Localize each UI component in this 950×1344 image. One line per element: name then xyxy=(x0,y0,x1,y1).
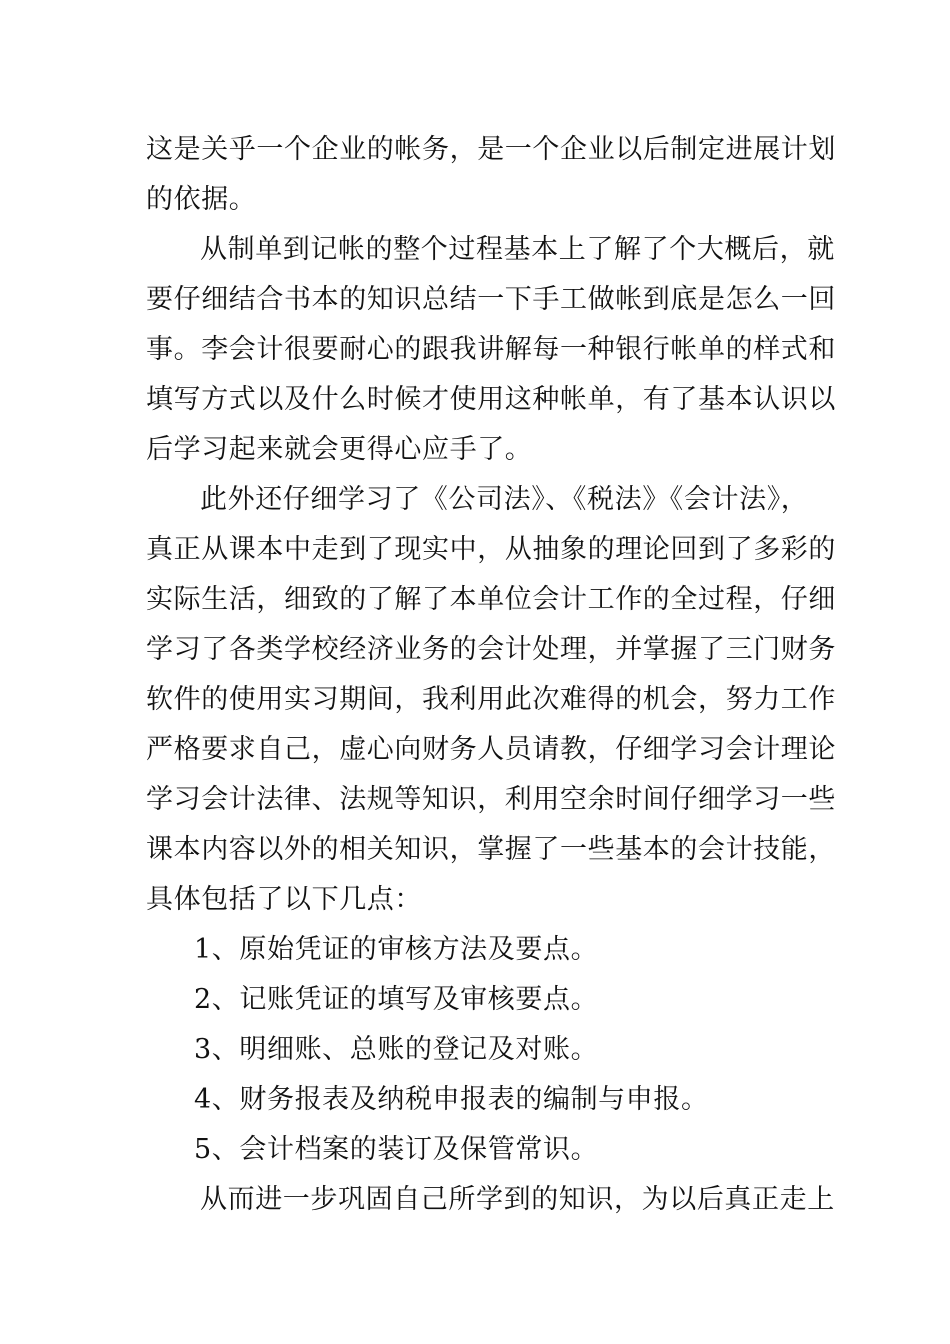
text-line: 实际生活，细致的了解了本单位会计工作的全过程，仔细 xyxy=(146,584,836,615)
list-item: 2、记账凭证的填写及审核要点。 xyxy=(194,984,599,1015)
text-line: 软件的使用实习期间，我利用此次难得的机会，努力工作 xyxy=(146,684,836,715)
text-line: 后学习起来就会更得心应手了。 xyxy=(146,434,533,465)
list-item: 3、明细账、总账的登记及对账。 xyxy=(194,1034,599,1065)
text-line: 学习会计法律、法规等知识，利用空余时间仔细学习一些 xyxy=(146,784,836,815)
text-line: 这是关乎一个企业的帐务，是一个企业以后制定进展计划 xyxy=(146,134,836,165)
paragraph-start-line: 从而进一步巩固自己所学到的知识，为以后真正走上 xyxy=(200,1184,835,1215)
list-item: 5、会计档案的装订及保管常识。 xyxy=(194,1134,599,1165)
paragraph-start-line: 此外还仔细学习了《公司法》、《税法》《会计法》， xyxy=(200,484,809,515)
text-line: 真正从课本中走到了现实中，从抽象的理论回到了多彩的 xyxy=(146,534,836,565)
text-line: 要仔细结合书本的知识总结一下手工做帐到底是怎么一回 xyxy=(146,284,836,315)
paragraph-start-line: 从制单到记帐的整个过程基本上了解了个大概后，就 xyxy=(200,234,835,265)
text-line: 课本内容以外的相关知识，掌握了一些基本的会计技能， xyxy=(146,834,836,865)
text-line: 事。李会计很要耐心的跟我讲解每一种银行帐单的样式和 xyxy=(146,334,836,365)
text-line: 的依据。 xyxy=(146,184,257,215)
list-item: 4、财务报表及纳税申报表的编制与申报。 xyxy=(194,1084,709,1115)
text-line: 具体包括了以下几点： xyxy=(146,884,422,915)
text-line: 填写方式以及什么时候才使用这种帐单，有了基本认识以 xyxy=(146,384,836,415)
list-item: 1、原始凭证的审核方法及要点。 xyxy=(194,934,599,965)
text-line: 严格要求自己，虚心向财务人员请教，仔细学习会计理论 xyxy=(146,734,836,765)
text-line: 学习了各类学校经济业务的会计处理，并掌握了三门财务 xyxy=(146,634,836,665)
